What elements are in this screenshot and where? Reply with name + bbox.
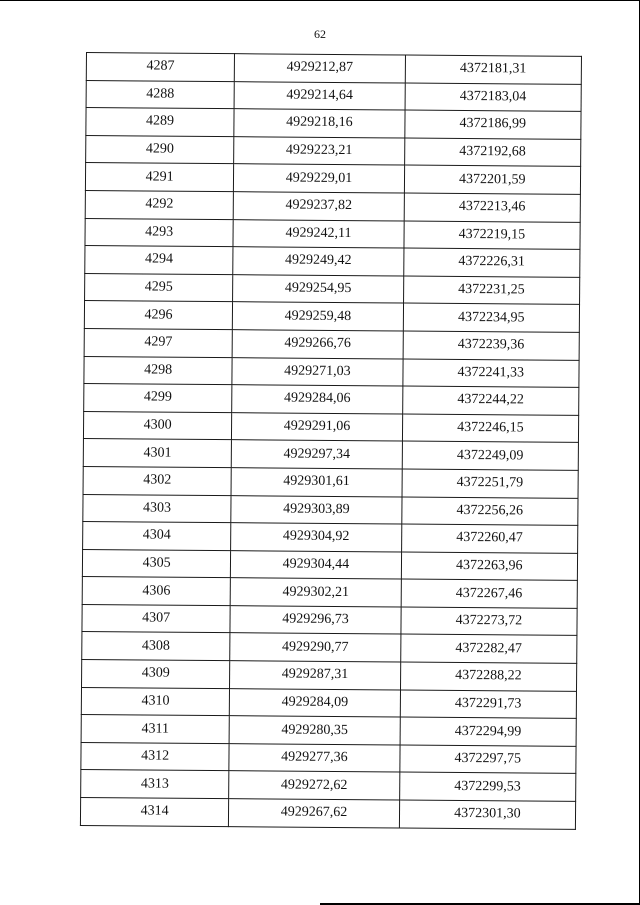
- table-row: [83, 522, 578, 553]
- y-coordinate-cell: 4372244,22: [402, 386, 579, 415]
- y-coordinate-cell: 4372241,33: [403, 359, 580, 388]
- x-coordinate-cell: 4929237,82: [233, 192, 404, 221]
- y-coordinate-cell: 4372213,46: [404, 193, 581, 222]
- table-row: [82, 549, 577, 580]
- x-coordinate-cell: 4929229,01: [234, 164, 405, 193]
- table-row: [81, 742, 576, 773]
- table-row: [82, 577, 577, 608]
- y-coordinate-cell: 4372263,96: [401, 552, 578, 581]
- x-coordinate-cell: 4929277,36: [229, 743, 400, 772]
- y-coordinate-cell: 4372256,26: [401, 496, 578, 525]
- x-coordinate-cell: 4929254,95: [233, 274, 404, 303]
- point-number-cell: 4304: [83, 522, 231, 551]
- x-coordinate-cell: 4929271,03: [232, 357, 403, 386]
- table-row: [85, 163, 580, 194]
- table-row: [85, 190, 580, 221]
- table-row: [85, 218, 580, 249]
- y-coordinate-cell: 4372267,46: [401, 579, 578, 608]
- x-coordinate-cell: 4929284,09: [230, 688, 401, 717]
- point-number-cell: 4301: [83, 439, 231, 468]
- coordinates-table-body: [80, 53, 581, 829]
- y-coordinate-cell: 4372249,09: [402, 441, 579, 470]
- table-row: [82, 604, 577, 635]
- y-coordinate-cell: 4372291,73: [400, 690, 577, 719]
- y-coordinate-cell: 4372192,68: [404, 138, 581, 167]
- point-number-cell: 4300: [83, 411, 231, 440]
- x-coordinate-cell: 4929259,48: [233, 302, 404, 331]
- y-coordinate-cell: 4372201,59: [404, 165, 581, 194]
- table-row: [83, 439, 578, 470]
- x-coordinate-cell: 4929214,64: [234, 81, 405, 110]
- table-row: [84, 384, 579, 415]
- point-number-cell: 4287: [86, 53, 234, 82]
- x-coordinate-cell: 4929301,61: [231, 468, 402, 497]
- point-number-cell: 4291: [85, 163, 233, 192]
- y-coordinate-cell: 4372251,79: [402, 469, 579, 498]
- table-row: [80, 798, 575, 829]
- table-row: [86, 135, 581, 166]
- y-coordinate-cell: 4372239,36: [403, 331, 580, 360]
- y-coordinate-cell: 4372234,95: [403, 303, 580, 332]
- y-coordinate-cell: 4372301,30: [399, 800, 576, 829]
- y-coordinate-cell: 4372299,53: [399, 772, 576, 801]
- x-coordinate-cell: 4929280,35: [229, 716, 400, 745]
- table-row: [83, 411, 578, 442]
- y-coordinate-cell: 4372297,75: [399, 745, 576, 774]
- point-number-cell: 4288: [86, 80, 234, 109]
- point-number-cell: 4305: [82, 549, 230, 578]
- point-number-cell: 4293: [85, 218, 233, 247]
- point-number-cell: 4309: [82, 660, 230, 689]
- point-number-cell: 4295: [85, 273, 233, 302]
- x-coordinate-cell: 4929303,89: [231, 495, 402, 524]
- x-coordinate-cell: 4929212,87: [235, 54, 406, 83]
- y-coordinate-cell: 4372246,15: [402, 414, 579, 443]
- table-row: [81, 770, 576, 801]
- table-row: [84, 301, 579, 332]
- x-coordinate-cell: 4929302,21: [230, 578, 401, 607]
- point-number-cell: 4302: [83, 466, 231, 495]
- point-number-cell: 4314: [80, 798, 228, 827]
- point-number-cell: 4312: [81, 742, 229, 771]
- point-number-cell: 4308: [82, 632, 230, 661]
- x-coordinate-cell: 4929249,42: [233, 247, 404, 276]
- point-number-cell: 4292: [85, 190, 233, 219]
- y-coordinate-cell: 4372273,72: [401, 607, 578, 636]
- x-coordinate-cell: 4929242,11: [233, 219, 404, 248]
- page-number: 62: [314, 27, 326, 41]
- x-coordinate-cell: 4929296,73: [230, 606, 401, 635]
- point-number-cell: 4290: [86, 135, 234, 164]
- x-coordinate-cell: 4929284,06: [232, 385, 403, 414]
- table-row: [85, 273, 580, 304]
- table-row: [83, 494, 578, 525]
- point-number-cell: 4294: [85, 246, 233, 275]
- table-row: [82, 660, 577, 691]
- y-coordinate-cell: 4372186,99: [404, 110, 581, 139]
- table-row: [81, 687, 576, 718]
- point-number-cell: 4311: [81, 715, 229, 744]
- x-coordinate-cell: 4929267,62: [229, 799, 400, 828]
- x-coordinate-cell: 4929218,16: [234, 109, 405, 138]
- y-coordinate-cell: 4372260,47: [401, 524, 578, 553]
- coordinates-table: [80, 52, 582, 829]
- y-coordinate-cell: 4372231,25: [403, 276, 580, 305]
- page-border-top: [0, 0, 640, 1]
- x-coordinate-cell: 4929297,34: [232, 440, 403, 469]
- point-number-cell: 4306: [82, 577, 230, 606]
- point-number-cell: 4289: [86, 108, 234, 137]
- y-coordinate-cell: 4372219,15: [404, 221, 581, 250]
- x-coordinate-cell: 4929291,06: [232, 412, 403, 441]
- table-row: [86, 108, 581, 139]
- table-row: [85, 246, 580, 277]
- y-coordinate-cell: 4372288,22: [400, 662, 577, 691]
- table-row: [84, 328, 579, 359]
- point-number-cell: 4299: [84, 384, 232, 413]
- y-coordinate-cell: 4372226,31: [403, 248, 580, 277]
- x-coordinate-cell: 4929266,76: [232, 330, 403, 359]
- y-coordinate-cell: 4372282,47: [400, 634, 577, 663]
- x-coordinate-cell: 4929304,92: [231, 523, 402, 552]
- point-number-cell: 4298: [84, 356, 232, 385]
- point-number-cell: 4310: [81, 687, 229, 716]
- y-coordinate-cell: 4372181,31: [405, 55, 582, 84]
- table-row: [86, 53, 581, 84]
- x-coordinate-cell: 4929272,62: [229, 771, 400, 800]
- x-coordinate-cell: 4929304,44: [231, 550, 402, 579]
- point-number-cell: 4296: [84, 301, 232, 330]
- point-number-cell: 4313: [81, 770, 229, 799]
- table-row: [82, 632, 577, 663]
- table-row: [84, 356, 579, 387]
- x-coordinate-cell: 4929290,77: [230, 633, 401, 662]
- point-number-cell: 4297: [84, 328, 232, 357]
- x-coordinate-cell: 4929223,21: [234, 136, 405, 165]
- table-row: [86, 80, 581, 111]
- table-row: [81, 715, 576, 746]
- point-number-cell: 4303: [83, 494, 231, 523]
- y-coordinate-cell: 4372294,99: [400, 717, 577, 746]
- point-number-cell: 4307: [82, 604, 230, 633]
- y-coordinate-cell: 4372183,04: [405, 83, 582, 112]
- table-row: [83, 466, 578, 497]
- x-coordinate-cell: 4929287,31: [230, 661, 401, 690]
